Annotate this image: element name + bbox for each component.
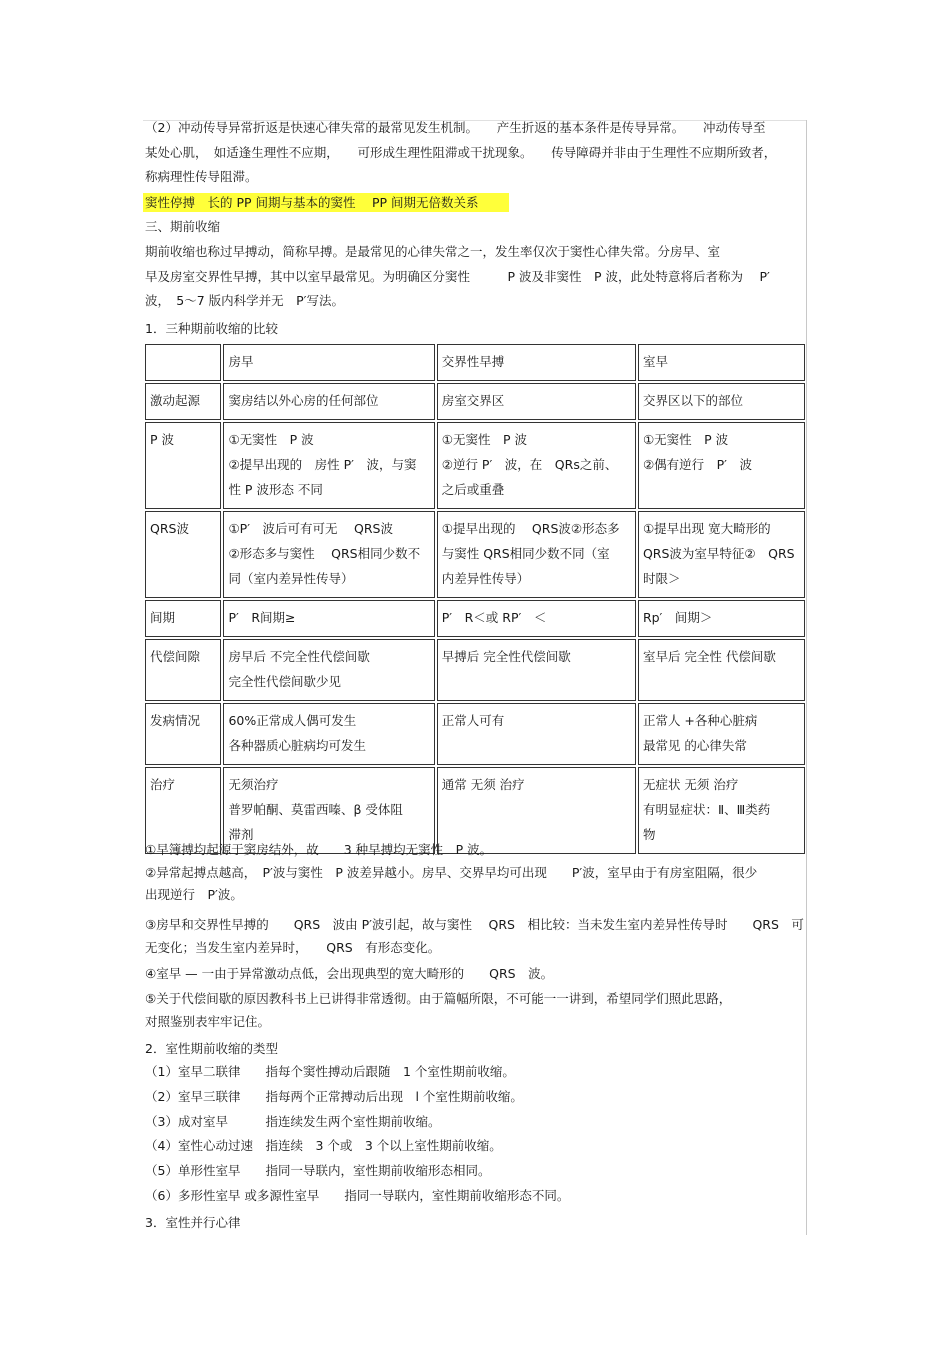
cell-text: ①无窦性 P 波 bbox=[642, 432, 729, 447]
note-line: 对照鉴别表牢牢记住。 bbox=[145, 1014, 271, 1029]
intro-line: 期前收缩也称过早搏动，简称早搏。是最常见的心律失常之一，发生率仅次于窦性心律失常。分房早、室 bbox=[145, 244, 721, 259]
cell-text: QRS波为室早特征② QRS bbox=[642, 546, 795, 561]
table-row bbox=[145, 511, 805, 598]
note-line: 无变化；当发生室内差异时， QRS 有形态变化。 bbox=[145, 940, 441, 955]
note-line: 出现逆行 P′波。 bbox=[145, 887, 243, 902]
cell-text: 与窦性 QRS相同少数不同（室 bbox=[441, 546, 610, 561]
cell-text: ②提早出现的 房性 P′ 波，与窦 bbox=[228, 457, 417, 472]
note-line: ④室早 — 一由于异常激动点低，会出现典型的宽大畸形的 QRS 波。 bbox=[145, 966, 554, 981]
table-row bbox=[145, 639, 805, 701]
cell-text: 交界区以下的部位 bbox=[642, 393, 743, 408]
row-label: P 波 bbox=[145, 422, 221, 509]
cell-text: 正常人 +各种心脏病 bbox=[642, 713, 758, 728]
row-label: 间期 bbox=[145, 600, 221, 637]
cell-text: 之后或重叠 bbox=[441, 482, 505, 497]
table-cell bbox=[223, 600, 434, 637]
table-cell bbox=[638, 639, 805, 701]
table-cell bbox=[437, 383, 636, 420]
note-line: ③房早和交界性早搏的 QRS 波由 P′波引起，故与窦性 QRS 相比较：当未发生室内差异性传导时 QRS 可 bbox=[145, 917, 804, 932]
cell-text: 同（室内差异性传导） bbox=[228, 571, 354, 586]
note-line: ②异常起搏点越高， P′波与窦性 P 波差异越小。房早、交界早均可出现 P′波，室早由于有房室阻隔，很少 bbox=[145, 865, 758, 880]
header-cell: 室早 bbox=[638, 344, 805, 381]
cell-text: 完全性代偿间歇少见 bbox=[228, 674, 341, 689]
cell-text: 通常 无须 治疗 bbox=[441, 777, 525, 792]
cell-text: 普罗帕酮、莫雷西嗪、β 受体阻 bbox=[228, 802, 403, 817]
note-line: ①早簿搏均起源于窦房结外，故 3 种早搏均无窦性 P 波。 bbox=[145, 842, 493, 857]
header-cell: 房早 bbox=[223, 344, 434, 381]
cell-text: 窦房结以外心房的任何部位 bbox=[228, 393, 379, 408]
cell-text: 60%正常成人偶可发生 bbox=[228, 713, 357, 728]
cell-text: 正常人可有 bbox=[441, 713, 505, 728]
cell-text: 有明显症状：Ⅱ、Ⅲ类药 bbox=[642, 802, 771, 817]
cell-text: 时限＞ bbox=[642, 571, 681, 586]
table-cell bbox=[437, 511, 636, 598]
subheading: 1．三种期前收缩的比较 bbox=[145, 321, 278, 336]
cell-text: ②形态多与窦性 QRS相同少数不 bbox=[228, 546, 421, 561]
cell-text: 性 P 波形态 不同 bbox=[228, 482, 323, 497]
table-cell bbox=[437, 703, 636, 765]
table-cell bbox=[223, 511, 434, 598]
cell-text: ①提早出现 宽大畸形的 bbox=[642, 521, 771, 536]
table-cell bbox=[638, 422, 805, 509]
cell-text: 最常见 的心律失常 bbox=[642, 738, 747, 753]
table-cell bbox=[638, 383, 805, 420]
cell-text: ①无窦性 P 波 bbox=[441, 432, 527, 447]
comparison-table bbox=[143, 342, 807, 856]
table-header-row bbox=[145, 344, 805, 381]
cell-text: ①P′ 波后可有可无 QRS波 bbox=[228, 521, 393, 536]
type-item: （3）成对室早 指连续发生两个室性期前收缩。 bbox=[145, 1114, 441, 1129]
table-row bbox=[145, 703, 805, 765]
cell-text: 滞剂 bbox=[228, 827, 254, 842]
type-item: （5）单形性室早 指同一导联内，室性期前收缩形态相同。 bbox=[145, 1163, 491, 1178]
cell-text: 无症状 无须 治疗 bbox=[642, 777, 739, 792]
table-cell bbox=[223, 422, 434, 509]
row-label: 激动起源 bbox=[145, 383, 221, 420]
cell-text: P′ R间期≥ bbox=[228, 610, 296, 625]
cell-text: ①提早出现的 QRS波②形态多 bbox=[441, 521, 620, 536]
table-cell bbox=[437, 422, 636, 509]
cell-text: 内差异性传导） bbox=[441, 571, 530, 586]
subheading: 2．室性期前收缩的类型 bbox=[145, 1041, 278, 1056]
table-cell bbox=[638, 600, 805, 637]
cell-text: 房室交界区 bbox=[441, 393, 505, 408]
cell-text: 物 bbox=[642, 827, 656, 842]
type-item: （1）室早二联律 指每个窦性搏动后跟随 1 个室性期前收缩。 bbox=[145, 1064, 515, 1079]
table-cell bbox=[223, 383, 434, 420]
row-label: QRS波 bbox=[145, 511, 221, 598]
cell-text: 早搏后 完全性代偿间歇 bbox=[441, 649, 571, 664]
table-cell bbox=[437, 600, 636, 637]
table-row bbox=[145, 600, 805, 637]
cell-text: 房早后 不完全性代偿间歇 bbox=[228, 649, 370, 664]
table-row bbox=[145, 383, 805, 420]
type-item: （2）室早三联律 指每两个正常搏动后出现 l 个室性期前收缩。 bbox=[145, 1089, 523, 1104]
cell-text: 各种器质心脏病均可发生 bbox=[228, 738, 366, 753]
table-cell bbox=[638, 703, 805, 765]
intro-line: 波， 5～7 版内科学并无 P′写法。 bbox=[145, 293, 345, 308]
para-line: （2）冲动传导异常折返是快速心律失常的最常见发生机制。 产生折返的基本条件是传导异常。 冲动传导至 bbox=[145, 120, 766, 135]
highlight-text: 窦性停搏 长的 PP 间期与基本的窦性 PP 间期无倍数关系 bbox=[143, 193, 509, 212]
cell-text: 无须治疗 bbox=[228, 777, 279, 792]
cell-text: Rp′ 间期＞ bbox=[642, 610, 713, 625]
section-heading: 三、期前收缩 bbox=[145, 219, 221, 234]
table-cell bbox=[638, 767, 805, 854]
table-row bbox=[145, 422, 805, 509]
row-label: 发病情况 bbox=[145, 703, 221, 765]
para-line: 某处心肌， 如适逢生理性不应期， 可形成生理性阻滞或干扰现象。 传导障碍并非由于生理性不应期所致者， bbox=[145, 145, 777, 160]
table-cell bbox=[223, 703, 434, 765]
table-cell bbox=[437, 639, 636, 701]
type-item: （4）室性心动过速 指连续 3 个或 3 个以上室性期前收缩。 bbox=[145, 1138, 502, 1153]
table-cell bbox=[223, 639, 434, 701]
row-label: 代偿间隙 bbox=[145, 639, 221, 701]
cell-text: 室早后 完全性 代偿间歇 bbox=[642, 649, 776, 664]
intro-line: 早及房室交界性早搏，其中以室早最常见。为明确区分窦性 P 波及非窦性 P 波，此处特意将后者称为 P′ bbox=[145, 269, 770, 284]
note-line: ⑤关于代偿间歇的原因教科书上已讲得非常透彻。由于篇幅所限，不可能一一讲到，希望同学们照此思路， bbox=[145, 991, 732, 1006]
type-item: （6）多形性室早 或多源性室早 指同一导联内，室性期前收缩形态不同。 bbox=[145, 1188, 570, 1203]
row-label: 治疗 bbox=[145, 767, 221, 854]
table-cell bbox=[638, 511, 805, 598]
header-cell: 交界性早搏 bbox=[437, 344, 636, 381]
para-line: 称病理性传导阻滞。 bbox=[145, 169, 258, 184]
header-cell bbox=[145, 344, 221, 381]
cell-text: ②逆行 P′ 波，在 QRs之前、 bbox=[441, 457, 618, 472]
cell-text: P′ R＜或 RP′ ＜ bbox=[441, 610, 547, 625]
highlight-line bbox=[143, 194, 509, 212]
cell-text: ①无窦性 P 波 bbox=[228, 432, 314, 447]
cell-text: ②偶有逆行 P′ 波 bbox=[642, 457, 753, 472]
subheading: 3．室性并行心律 bbox=[145, 1215, 241, 1230]
